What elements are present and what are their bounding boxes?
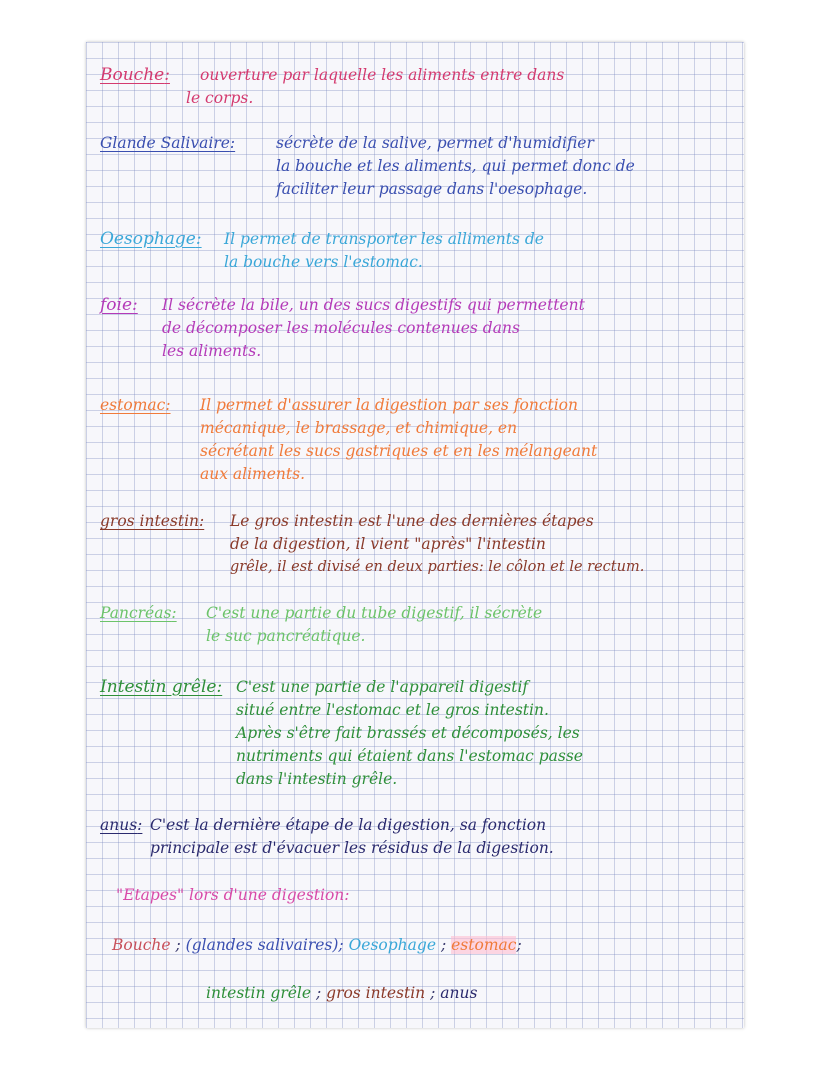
entry-oesophage	[100, 228, 730, 278]
term-bouche: Bouche:	[100, 65, 170, 85]
step-separator: ;	[430, 984, 436, 1002]
step-intestin-grele: intestin grêle	[206, 984, 312, 1002]
term-intestin-grele: Intestin grêle:	[100, 677, 223, 697]
step-estomac: estomac	[451, 936, 517, 954]
definition-bouche: ouverture par laquelle les aliments entre dans le corps.	[186, 66, 565, 107]
step-oesophage: Oesophage	[348, 936, 437, 954]
step-separator: ;	[516, 936, 522, 954]
entry-anus	[100, 814, 730, 864]
step-separator: ;	[315, 984, 322, 1002]
definition-anus: C'est la dernière étape de la digestion, sa fonction principale est d'évacuer les résidus de la digestion.	[150, 816, 554, 857]
definition-glande-salivaire: sécrète de la salive, permet d'humidifier la bouche et les aliments, qui permet donc de faciliter leur passage dans l'oesophage.	[276, 134, 635, 198]
step-gros-intestin: gros intestin	[326, 984, 426, 1002]
entry-pancreas	[100, 602, 730, 652]
definition-gros-intestin: Le gros intestin est l'une des dernières étapes de la digestion, il vient "après" l'intestin grêle, il est divisé en deux parties: le côlon et le rectum.	[230, 512, 645, 575]
term-estomac: estomac:	[100, 396, 171, 414]
notebook-page	[86, 42, 744, 1028]
definition-pancreas: C'est une partie du tube digestif, il sécrète le suc pancréatique.	[206, 604, 543, 645]
entry-glande-salivaire	[100, 132, 730, 212]
steps-line-2	[206, 984, 477, 1002]
step-separator: ;	[440, 936, 447, 954]
term-pancreas: Pancréas:	[100, 604, 177, 622]
term-foie: foie:	[100, 295, 138, 315]
step-bouche: Bouche	[112, 936, 171, 954]
step-glandes-salivaires: (glandes salivaires);	[185, 936, 344, 954]
term-anus: anus:	[100, 816, 143, 834]
step-separator: ;	[175, 936, 181, 954]
entry-bouche	[100, 64, 730, 114]
step-anus: anus	[440, 984, 478, 1002]
definition-foie: Il sécrète la bile, un des sucs digestifs qui permettent de décomposer les molécules contenues dans les aliments.	[162, 296, 585, 360]
entry-foie	[100, 294, 730, 369]
definition-oesophage: Il permet de transporter les alliments de la bouche vers l'estomac.	[224, 230, 544, 271]
definition-estomac: Il permet d'assurer la digestion par ses fonction mécanique, le brassage, et chimique, en sécrétant les sucs gastriques et en les mélangeant aux aliments.	[200, 396, 598, 483]
term-glande-salivaire: Glande Salivaire:	[100, 134, 236, 152]
term-gros-intestin: gros intestin:	[100, 512, 205, 530]
entry-gros-intestin	[100, 510, 730, 585]
term-oesophage: Oesophage:	[100, 229, 202, 249]
entry-intestin-grele	[100, 676, 730, 791]
definition-intestin-grele: C'est une partie de l'appareil digestif situé entre l'estomac et le gros intestin. Après s'être fait brassés et décomposés, les nutriments qui étaient dans l'estomac passe dans l'intestin grêle.	[236, 678, 583, 788]
steps-line-1	[112, 936, 522, 954]
entry-estomac	[100, 394, 730, 489]
steps-title: "Etapes" lors d'une digestion:	[116, 886, 350, 904]
